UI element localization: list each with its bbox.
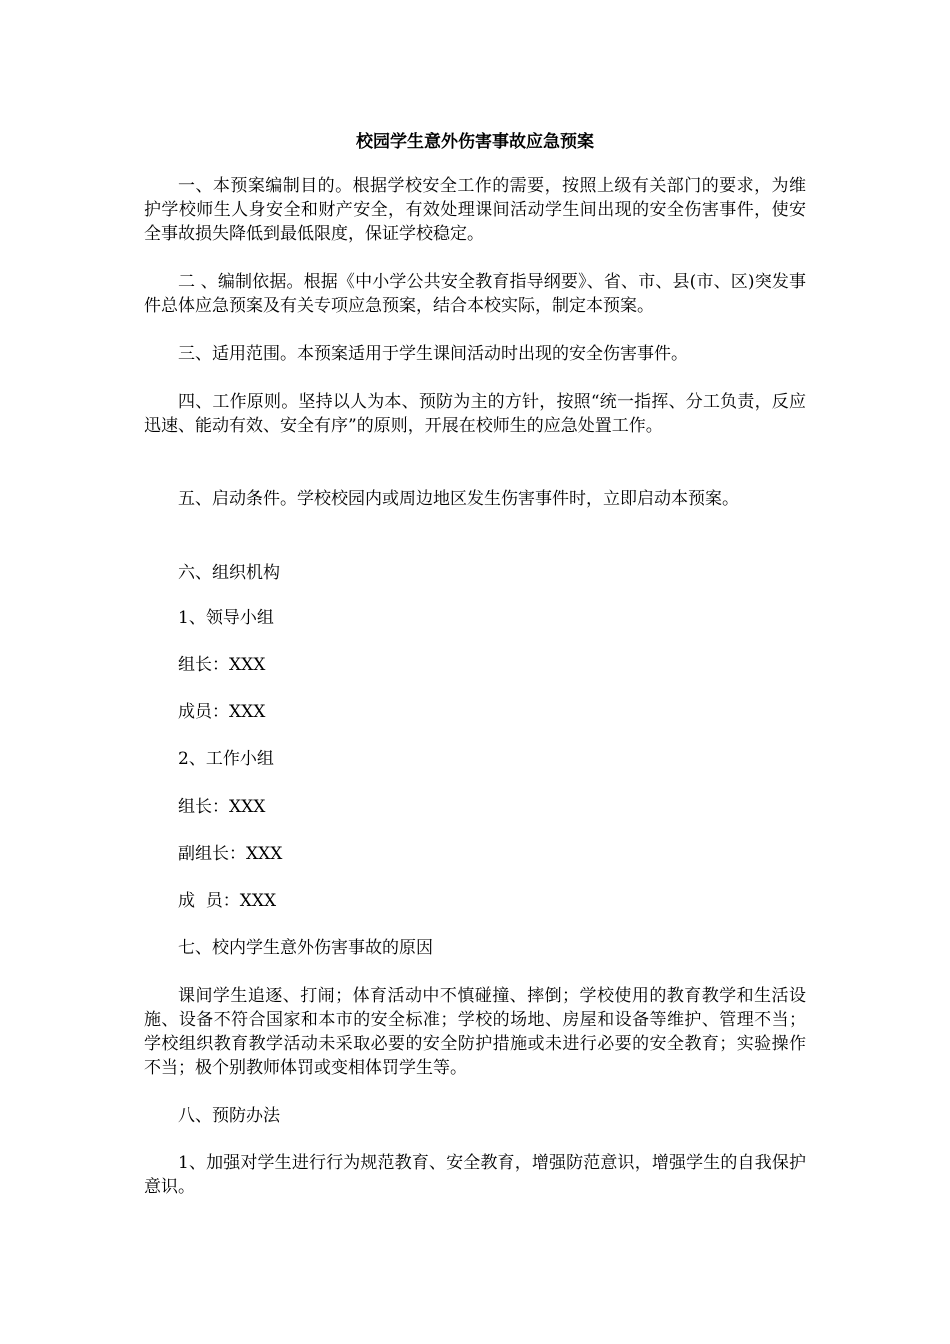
paragraph-principles: 四、工作原则。坚持以人为本、预防为主的方针，按照“统一指挥、分工负责，反应迅速、能动有效、安全有序”的原则，开展在校师生的应急处置工作。 <box>144 392 806 436</box>
subheading-working-group: 2、工作小组 <box>178 749 274 769</box>
leader-line: 组长：XXX <box>178 655 266 675</box>
paragraph-purpose: 一、本预案编制目的。根据学校安全工作的需要，按照上级有关部门的要求，为维护学校师生人身安全和财产安全，有效处理课间活动学生间出现的安全伤害事件，使安全事故损失降低到最低限度，保证学校稳定。 <box>144 176 806 244</box>
working-leader-line: 组长：XXX <box>178 797 266 817</box>
document-title: 校园学生意外伤害事故应急预案 <box>356 132 594 152</box>
subheading-leadership-group: 1、领导小组 <box>178 608 274 628</box>
working-members-line: 成 员：XXX <box>178 891 277 911</box>
paragraph-trigger: 五、启动条件。学校校园内或周边地区发生伤害事件时，立即启动本预案。 <box>178 489 739 509</box>
paragraph-scope: 三、适用范围。本预案适用于学生课间活动时出现的安全伤害事件。 <box>178 344 688 364</box>
members-line: 成员：XXX <box>178 702 266 722</box>
paragraph-causes: 课间学生追逐、打闹；体育活动中不慎碰撞、摔倒；学校使用的教育教学和生活设施、设备不符合国家和本市的安全标准；学校的场地、房屋和设备等维护、管理不当；学校组织教育教学活动未采取必要的安全防护措施或未进行必要的安全教育；实验操作不当；极个别教师体罚或变相体罚学生等。 <box>144 986 806 1078</box>
section-heading-organization: 六、组织机构 <box>178 563 280 583</box>
section-heading-causes: 七、校内学生意外伤害事故的原因 <box>178 938 433 958</box>
section-heading-prevention: 八、预防办法 <box>178 1106 280 1126</box>
paragraph-basis: 二 、编制依据。根据《中小学公共安全教育指导纲要》、省、市、县(市、区)突发事件总体应急预案及有关专项应急预案，结合本校实际，制定本预案。 <box>144 272 806 316</box>
paragraph-prevention-1: 1、加强对学生进行行为规范教育、安全教育，增强防范意识，增强学生的自我保护意识。 <box>144 1153 806 1197</box>
deputy-leader-line: 副组长：XXX <box>178 844 283 864</box>
